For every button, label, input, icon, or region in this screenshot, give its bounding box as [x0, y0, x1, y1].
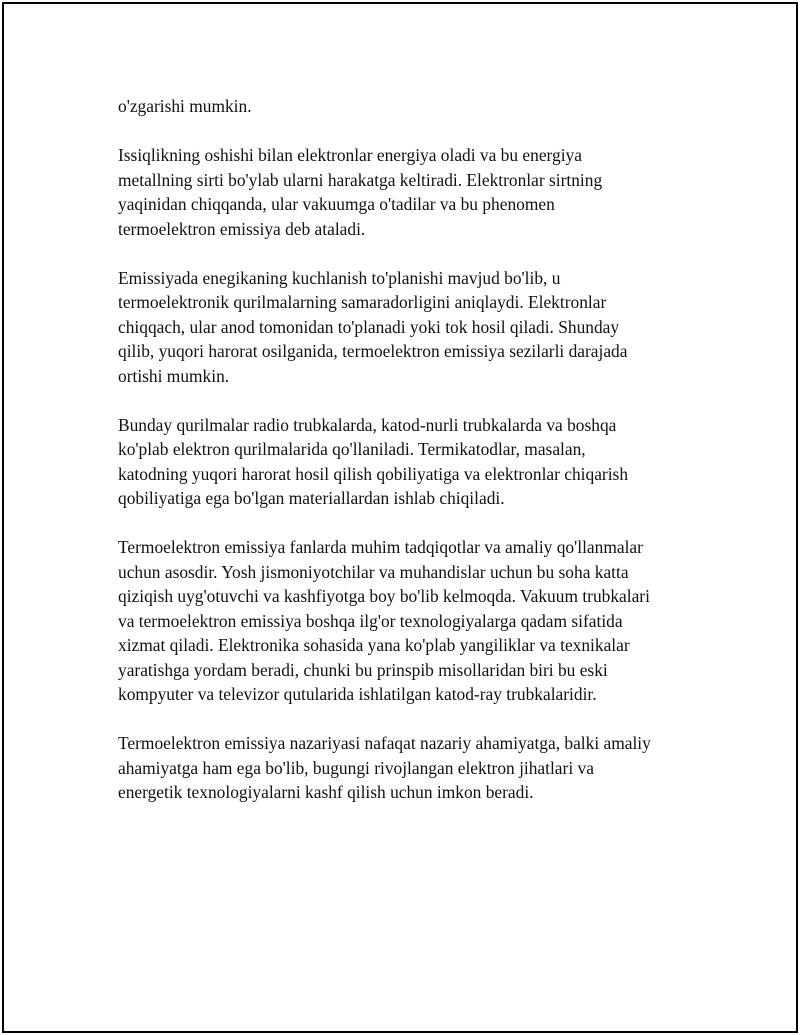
paragraph-continuation: o'zgarishi mumkin.	[118, 96, 252, 116]
paragraph-devices: Bunday qurilmalar radio trubkalarda, katod-nurli trubkalarda va boshqa ko'plab elektron qurilmalarida qo'llaniladi. Termikatodlar, masalan, katodning yuqori harorat hosil qilish qobiliyatiga va elektronlar chiqarish qobiliyatiga ega bo'lgan materiallardan ishlab chiqiladi.	[118, 414, 629, 508]
document-page	[2, 2, 798, 1033]
paragraph-research-applications: Termoelektron emissiya fanlarda muhim tadqiqotlar va amaliy qo'llanmalar uchun asosdir. Yosh jismoniyotchilar va muhandislar uchun bu soha katta qiziqish uyg'otuvchi va kashfiyotga boy bo'lib kelmoqda. Vakuum trubkalari va termoelektron emissiya boshqa ilg'or texnologiyalarga qadam sifatida xizmat qiladi. Elektronika sohasida yana ko'plab yangiliklar va texnikalar yaratishga yordam beradi, chunki bu prinspib misollaridan biri bu eski kompyuter va televizor qutularida ishlatilgan katod-ray trubkalaridir.	[118, 537, 650, 704]
paragraph-emission-efficiency: Emissiyada enegikaning kuchlanish to'planishi mavjud bo'lib, u termoelektronik qurilmalarning samaradorligini aniqlaydi. Elektronlar chiqqach, ular anod tomonidan to'planadi yoki tok hosil qiladi. Shunday qilib, yuqori harorat osilganida, termoelektron emissiya sezilarli darajada ortishi mumkin.	[118, 267, 628, 386]
paragraph-conclusion: Termoelektron emissiya nazariyasi nafaqat nazariy ahamiyatga, balki amaliy ahamiyatga ham ega bo'lib, bugungi rivojlangan elektron jihatlari va energetik texnologiyalarni kashf qilish uchun imkon beradi.	[118, 733, 651, 802]
paragraph-heat-electrons: Issiqlikning oshishi bilan elektronlar energiya oladi va bu energiya metallning sirti bo'ylab ularni harakatga keltiradi. Elektronlar sirtning yaqinidan chiqqanda, ular vakuumga o'tadilar va bu phenomen termoelektron emissiya deb ataladi.	[118, 145, 603, 239]
document-body	[118, 94, 728, 829]
